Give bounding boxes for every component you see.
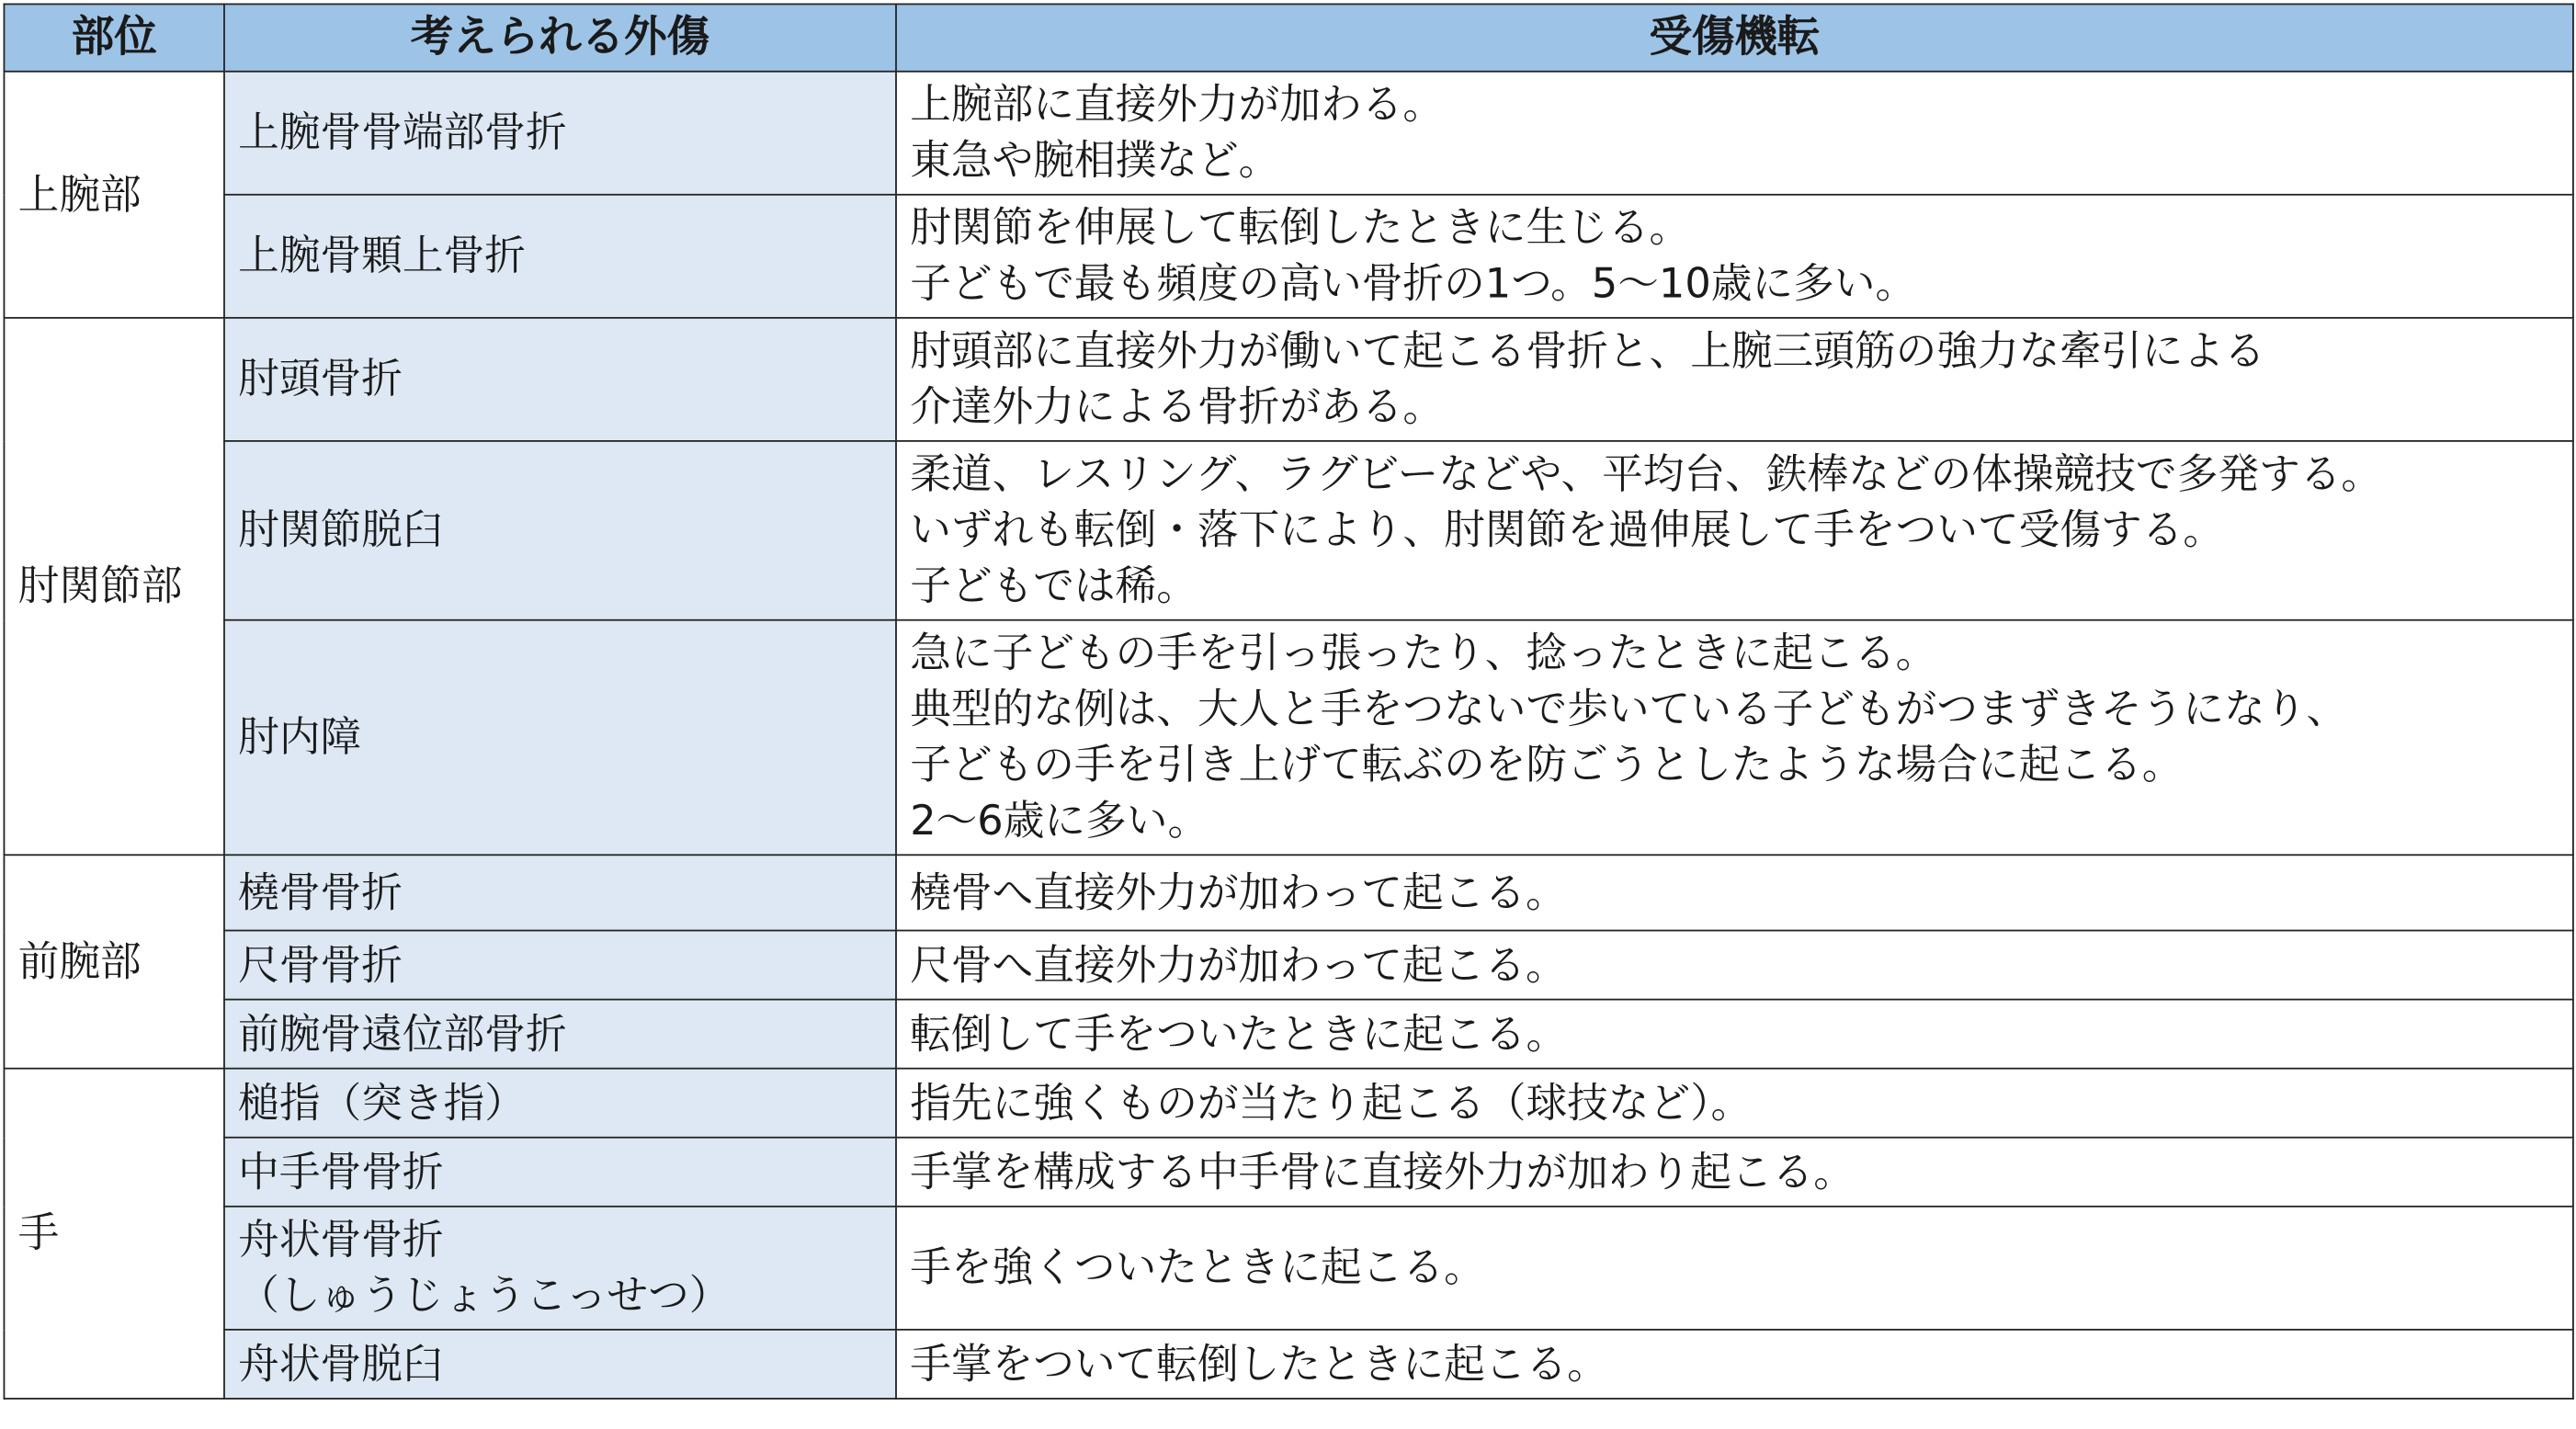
injury-line: 前腕骨遠位部骨折 [238,1009,567,1058]
injury-cell [224,318,896,441]
mechanism-cell [896,1069,2573,1138]
injury-line: 橈骨骨折 [238,868,403,916]
mechanism-line: 指先に強くものが当たり起こる（球技など）。 [910,1078,1753,1127]
injury-line: 上腕骨顆上骨折 [238,232,526,279]
injury-line: 肘頭骨折 [238,355,403,403]
mechanism-cell [896,931,2573,1000]
mechanism-cell [896,620,2573,856]
mechanism-cell [896,1000,2573,1069]
mechanism-line: 2〜6歳に多い。 [910,796,1209,845]
injury-cell [224,1138,896,1207]
table-row [4,195,2572,318]
mechanism-line: 子どもでは稀。 [910,561,1198,610]
injury-cell [224,931,896,1000]
mechanism-line: 子どもの手を引き上げて転ぶのを防ごうとしたような場合に起こる。 [910,741,2184,788]
mechanism-line: 子どもで最も頻度の高い骨折の1つ。5〜10歳に多い。 [910,259,1917,308]
region-cell: 上腕部 [4,72,224,318]
mechanism-line: 手掌を構成する中手骨に直接外力が加わり起こる。 [910,1147,1855,1196]
mechanism-line: 東急や腕相撲など。 [910,136,1280,185]
injury-table [4,4,2574,1400]
table-row [4,1138,2572,1207]
mechanism-line: 尺骨へ直接外力が加わって起こる。 [910,940,1567,989]
table-row [4,318,2572,441]
injury-line: （しゅうじょうこっせつ） [238,1271,731,1320]
mechanism-line: 手掌をついて転倒したときに起こる。 [910,1339,1608,1388]
mechanism-line: 手を強くついたときに起こる。 [910,1243,1485,1291]
injury-line: 肘内障 [238,712,362,761]
region-cell: 肘関節部 [4,318,224,855]
table-body [4,72,2572,1399]
injury-cell [224,1207,896,1330]
mechanism-line: 急に子どもの手を引っ張ったり、捻ったときに起こる。 [910,629,1937,677]
table-row [4,855,2572,930]
mechanism-cell [896,441,2573,620]
mechanism-line: 介達外力による骨折がある。 [910,382,1445,431]
injury-line: 舟状骨骨折 [238,1215,444,1264]
injury-cell [224,1330,896,1399]
mechanism-cell [896,1138,2573,1207]
injury-cell [224,72,896,195]
injury-line: 槌指（突き指） [238,1078,526,1127]
table-row [4,1069,2572,1138]
header-injury: 考えられる外傷 [224,4,896,71]
header-row [4,4,2572,71]
table-row [4,1330,2572,1399]
mechanism-cell [896,195,2573,318]
mechanism-cell [896,1207,2573,1330]
header-region: 部位 [4,4,224,71]
table-row [4,1000,2572,1069]
injury-line: 肘関節脱臼 [238,505,444,554]
table-row [4,1207,2572,1330]
mechanism-line: 肘関節を伸展して転倒したときに生じる。 [910,203,1691,252]
injury-cell [224,855,896,930]
injury-cell [224,620,896,856]
header-mechanism: 受傷機転 [896,4,2573,71]
region-cell: 前腕部 [4,855,224,1068]
mechanism-cell [896,72,2573,195]
table-row [4,441,2572,620]
table-row [4,72,2572,195]
table-row [4,931,2572,1000]
injury-line: 尺骨骨折 [238,940,403,989]
injury-cell [224,195,896,318]
mechanism-line: 転倒して手をついたときに起こる。 [910,1009,1568,1058]
table-row [4,620,2572,856]
injury-cell [224,441,896,620]
region-cell: 手 [4,1069,224,1399]
mechanism-line: 上腕部に直接外力が加わる。 [910,80,1445,129]
mechanism-line: 橈骨へ直接外力が加わって起こる。 [910,868,1567,916]
injury-cell [224,1000,896,1069]
mechanism-cell [896,855,2573,930]
mechanism-line: 肘頭部に直接外力が働いて起こる骨折と、上腕三頭筋の強力な牽引による [910,326,2265,375]
injury-line: 中手骨骨折 [238,1147,444,1196]
injury-line: 上腕骨骨端部骨折 [238,108,567,156]
injury-cell [224,1069,896,1138]
mechanism-line: 柔道、レスリング、ラグビーなどや、平均台、鉄棒などの体操競技で多発する。 [910,449,2383,498]
injury-line: 舟状骨脱臼 [238,1339,444,1388]
mechanism-cell [896,1330,2573,1399]
mechanism-line: 典型的な例は、大人と手をつないで歩いている子どもがつまずきそうになり、 [910,685,2348,733]
mechanism-cell [896,318,2573,441]
mechanism-line: いずれも転倒・落下により、肘関節を過伸展して手をついて受傷する。 [910,505,2225,554]
